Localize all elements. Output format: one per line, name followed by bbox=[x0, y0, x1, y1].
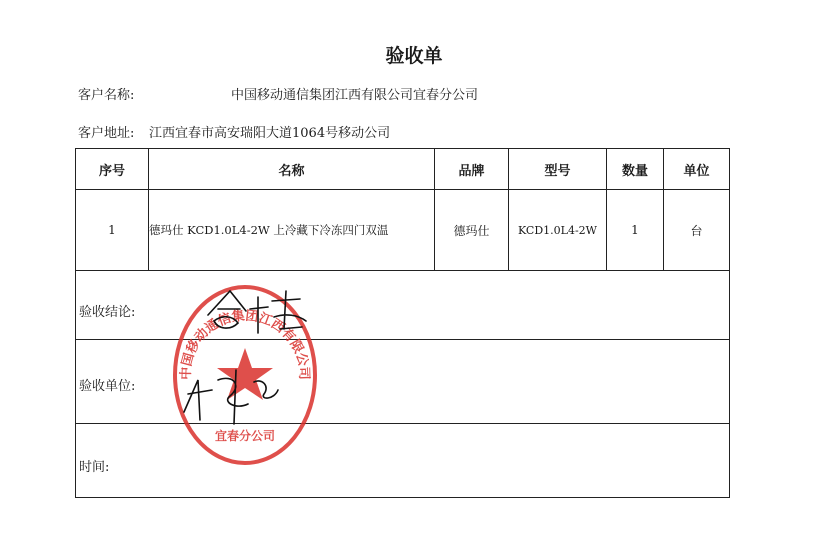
header-brand: 品牌 bbox=[458, 163, 485, 179]
handwritten-unit-signature bbox=[178, 360, 298, 430]
svg-text:宜春分公司: 宜春分公司 bbox=[214, 429, 276, 443]
document-title: 验收单 bbox=[385, 45, 443, 67]
item-index: 1 bbox=[108, 223, 116, 237]
acceptance-unit-label: 验收单位: bbox=[79, 379, 136, 394]
customer-name-value: 中国移动通信集团江西有限公司宜春分公司 bbox=[231, 88, 479, 103]
header-unit: 单位 bbox=[683, 163, 710, 179]
header-name: 名称 bbox=[278, 163, 305, 179]
svg-text:中国移动通信集团江西有限公司: 中国移动通信集团江西有限公司 bbox=[178, 308, 312, 380]
item-model: KCD1.0L4-2W bbox=[518, 223, 597, 237]
customer-name-label: 客户名称: bbox=[78, 88, 135, 103]
item-name: 德玛仕 KCD1.0L4-2W 上冷藏下冷冻四门双温 bbox=[149, 223, 389, 237]
header-quantity: 数量 bbox=[621, 163, 648, 179]
header-model: 型号 bbox=[544, 163, 571, 179]
time-label: 时间: bbox=[79, 460, 110, 475]
item-row-divider bbox=[75, 270, 730, 271]
customer-address-value: 江西宜春市高安瑞阳大道1064号移动公司 bbox=[149, 126, 391, 141]
item-brand: 德玛仕 bbox=[453, 223, 490, 238]
item-quantity: 1 bbox=[631, 223, 639, 237]
customer-address-label: 客户地址: bbox=[78, 126, 135, 141]
item-unit: 台 bbox=[690, 223, 703, 238]
conclusion-label: 验收结论: bbox=[79, 305, 136, 320]
handwritten-conclusion-signature bbox=[200, 285, 320, 340]
header-index: 序号 bbox=[98, 163, 125, 179]
